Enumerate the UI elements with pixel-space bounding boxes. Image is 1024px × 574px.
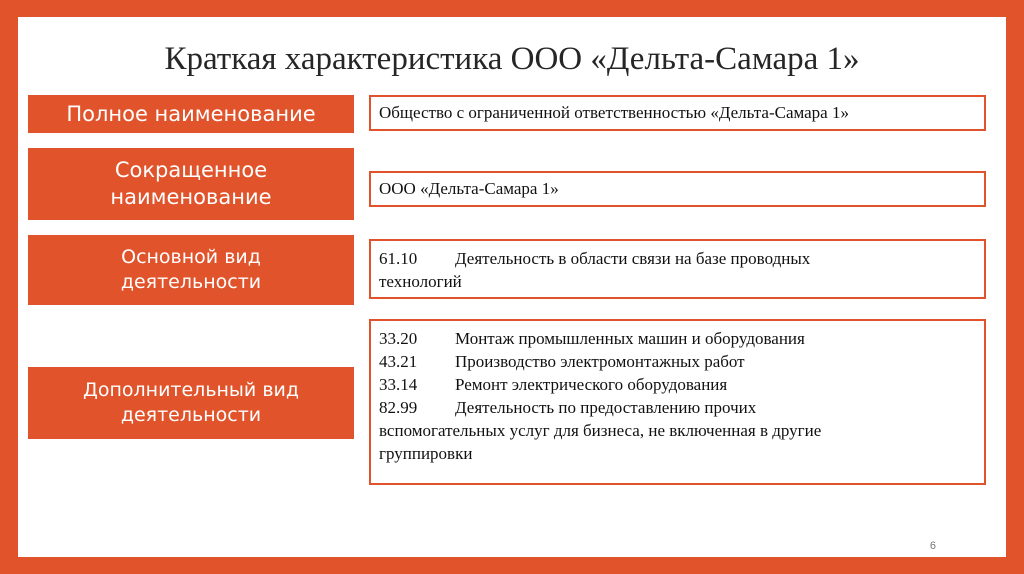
label-main-activity [28,235,354,305]
list-item [379,373,976,396]
label-short-name-text: Сокращенное наименование [110,157,272,209]
main-activity-text: Деятельность в области связи на базе проводных [455,249,811,268]
activity-text: Деятельность по предоставлению прочих [455,398,757,417]
label-full-name [28,95,354,133]
activity-text: Монтаж промышленных машин и оборудования [455,329,805,348]
value-short-name [369,171,986,207]
label-main-activity-text: Основной вид деятельности [120,246,262,293]
activity-code: 82.99 [379,398,418,417]
activity-code: 43.21 [379,352,418,371]
list-item [379,350,976,373]
value-main-activity [369,239,986,299]
slide-title: Краткая характеристика ООО «Дельта-Самара 1» [164,41,860,77]
main-activity-code: 61.10 [379,249,418,268]
list-item [379,396,976,419]
value-full-name-text: Общество с ограниченной ответственностью «Дельта-Самара 1» [379,103,849,122]
label-additional-activity-text: Дополнительный вид деятельности [82,379,300,426]
activity-text: Ремонт электрического оборудования [455,375,728,394]
page-number: 6 [929,540,936,552]
label-full-name-text: Полное наименование [66,102,316,127]
label-short-name [28,148,354,220]
activity-text: Производство электромонтажных работ [455,352,745,371]
activity-code: 33.20 [379,329,418,348]
activity-code: 33.14 [379,375,418,394]
list-item [379,327,976,350]
label-additional-activity [28,367,354,439]
value-additional-activity [369,319,986,485]
activity-text-cont-2: группировки [379,444,473,463]
value-full-name [369,95,986,131]
main-activity-text-cont: технологий [379,272,462,291]
activity-text-cont-1: вспомогательных услуг для бизнеса, не включенная в другие [379,421,822,440]
value-short-name-text: ООО «Дельта-Самара 1» [379,179,559,198]
